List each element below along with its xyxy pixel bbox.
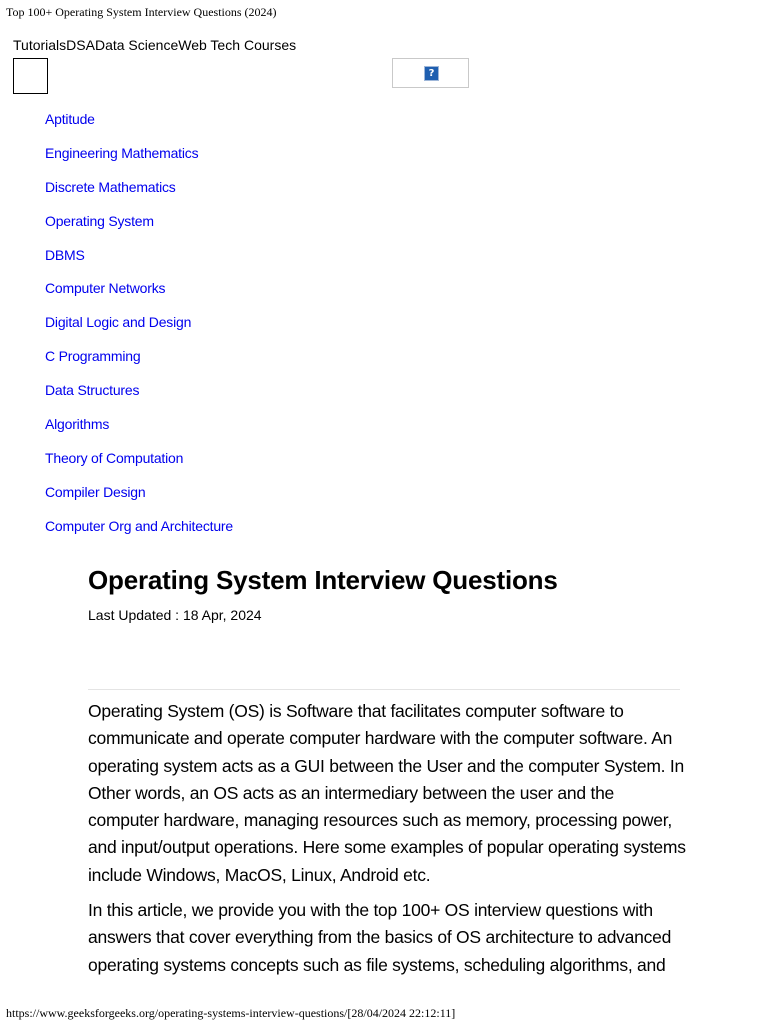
subject-link-c-programming[interactable]: C Programming — [45, 348, 141, 365]
top-nav — [13, 36, 296, 54]
subject-link-compiler-design[interactable]: Compiler Design — [45, 483, 146, 500]
list-item — [45, 515, 233, 549]
subject-link-engineering-mathematics[interactable]: Engineering Mathematics — [45, 144, 199, 161]
article-paragraph: In this article, we provide you with the top 100+ OS interview questions with answers that cover everything from the basics of OS architecture to advanced operating systems concepts such as file systems, scheduling algorithms, and — [88, 900, 672, 975]
subject-link-digital-logic[interactable]: Digital Logic and Design — [45, 314, 192, 331]
list-item — [45, 244, 233, 278]
menu-toggle-button[interactable] — [13, 58, 48, 94]
missing-image-icon: ? — [424, 66, 439, 81]
list-item — [45, 345, 233, 379]
subject-link-data-structures[interactable]: Data Structures — [45, 382, 140, 399]
search-frame[interactable] — [392, 58, 469, 88]
nav-dsa[interactable]: DSA — [66, 37, 95, 53]
list-item — [45, 413, 233, 447]
article-title: Operating System Interview Questions — [88, 565, 558, 595]
nav-data-science[interactable]: Data Science — [94, 37, 179, 53]
list-item — [45, 379, 233, 413]
subject-link-aptitude[interactable]: Aptitude — [45, 111, 95, 127]
article-body — [88, 698, 688, 988]
article-paragraph: Operating System (OS) is Software that facilitates computer software to communicate and operate computer hardware with the computer software. An operating system acts as a GUI between the User and the computer System. In Other words, an OS acts as an intermediary between the user and the computer hardware, managing resources such as memory, processing power, and input/output operations. Here some examples of popular operating systems include Windows, MacOS, Linux, Android etc. — [88, 701, 686, 885]
subject-link-computer-networks[interactable]: Computer Networks — [45, 280, 166, 297]
list-item — [45, 481, 233, 515]
list-item — [45, 108, 233, 142]
subject-link-computer-org[interactable]: Computer Org and Architecture — [45, 517, 233, 534]
subject-list — [45, 108, 233, 549]
list-item — [45, 210, 233, 244]
subject-link-discrete-mathematics[interactable]: Discrete Mathematics — [45, 178, 176, 195]
subject-link-operating-system[interactable]: Operating System — [45, 212, 154, 229]
subject-link-dbms[interactable]: DBMS — [45, 246, 85, 263]
last-updated: Last Updated : 18 Apr, 2024 — [88, 607, 262, 623]
list-item — [45, 447, 233, 481]
subject-link-theory-of-computation[interactable]: Theory of Computation — [45, 449, 184, 466]
list-item — [45, 277, 233, 311]
print-header: Top 100+ Operating System Interview Questions (2024) — [6, 5, 277, 19]
list-item — [45, 311, 233, 345]
nav-courses[interactable]: Courses — [244, 37, 297, 53]
list-item — [45, 176, 233, 210]
list-item — [45, 142, 233, 176]
print-footer-url: https://www.geeksforgeeks.org/operating-systems-interview-questions/[28/04/2024 22:12:11] — [6, 1006, 456, 1020]
subject-link-algorithms[interactable]: Algorithms — [45, 416, 110, 433]
divider — [88, 689, 680, 690]
nav-tutorials[interactable]: Tutorials — [13, 37, 67, 53]
nav-web-tech[interactable]: Web Tech — [178, 37, 240, 53]
